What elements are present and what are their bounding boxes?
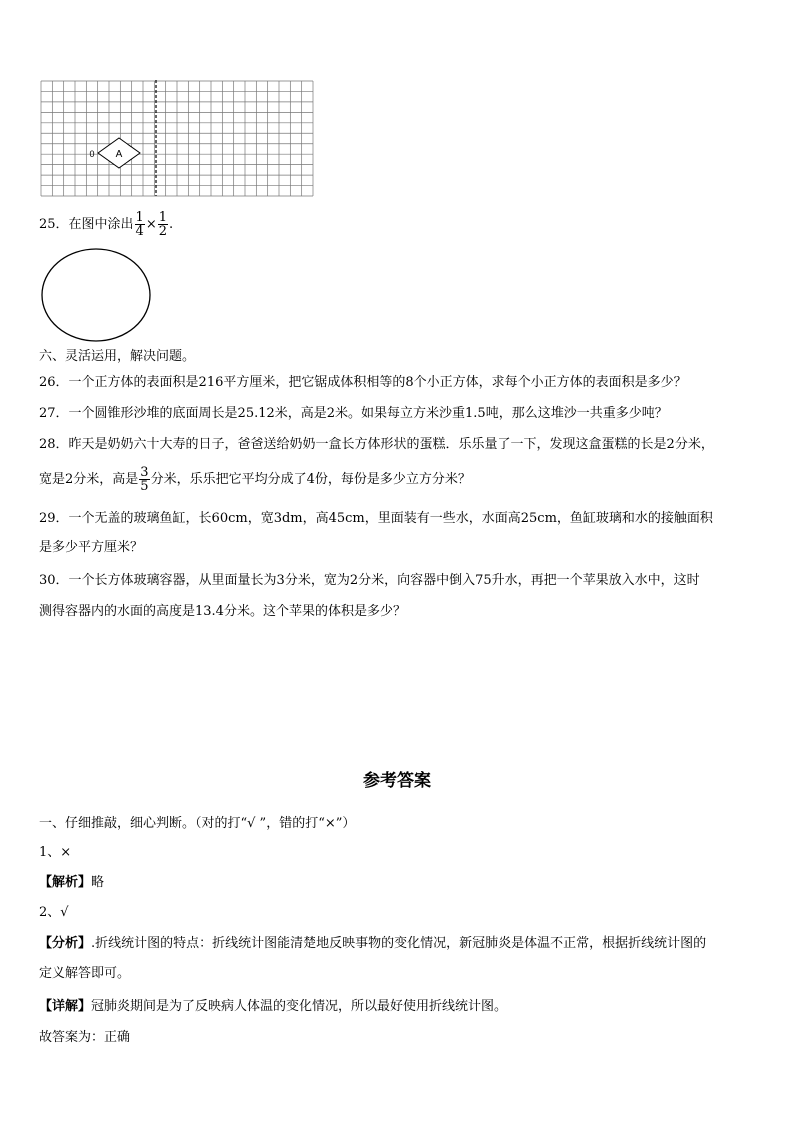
answer-1: 1、× (39, 845, 72, 860)
q25-times: × (145, 217, 157, 232)
q28-fraction (139, 466, 149, 493)
q25-suffix: . (169, 217, 174, 232)
analysis-tag: 【解析】 (39, 875, 92, 890)
question-28-line-2 (39, 466, 471, 493)
q28-frac-numerator: 3 (140, 465, 149, 480)
question-29-line-2: 是多少平方厘米？ (39, 540, 144, 555)
question-27: 27．一个圆锥形沙堆的底面周长是25.12米，高是2米。如果每立方米沙重1.5吨，那么这堆沙一共重多少吨？ (39, 406, 668, 421)
question-28-line-1: 28．昨天是奶奶六十大寿的日子，爸爸送给奶奶一盒长方体形状的蛋糕．乐乐量了一下，发现这盒蛋糕的长是2分米， (39, 437, 714, 452)
answers-title: 参考答案 (363, 771, 431, 791)
answer-2: 2、√ (39, 905, 69, 920)
detail-tag: 【详解】 (39, 999, 92, 1014)
analysis-text: 略 (91, 875, 105, 890)
q25-fraction-2 (158, 211, 168, 238)
q25-frac2-denominator: 2 (158, 224, 168, 239)
answer-2-detail (39, 999, 507, 1015)
circle-shape (42, 249, 150, 341)
answer-2-analysis-line-1 (39, 936, 706, 952)
q28-frac-denominator: 5 (140, 479, 149, 494)
question-25 (39, 211, 173, 238)
detail-text: 冠肺炎期间是为了反映病人体温的变化情况，所以最好使用折线统计图。 (91, 999, 508, 1014)
grid-figure (40, 80, 314, 197)
answer-1-analysis (39, 875, 104, 891)
q25-frac2-numerator: 1 (158, 210, 168, 225)
shape-a-label: A (115, 149, 123, 160)
question-30-line-1: 30．一个长方体玻璃容器，从里面量长为3分米，宽为2分米，向容器中倒入75升水，再把一个苹果放入水中，这时 (39, 573, 700, 588)
answers-section-1: 一、仔细推敲，细心判断。（对的打“√ ”，错的打“×”） (39, 816, 356, 831)
origin-label: 0 (89, 149, 95, 159)
question-26: 26．一个正方体的表面积是216平方厘米，把它锯成体积相等的8个小正方体，求每个小正方体的表面积是多少？ (39, 375, 687, 390)
answer-2-analysis-line-2: 定义解答即可。 (39, 966, 131, 981)
q28-line2-prefix: 宽是2分米，高是 (39, 472, 139, 487)
grid-lines (41, 81, 313, 196)
q25-fraction-1 (135, 211, 145, 238)
question-29-line-1: 29．一个无盖的玻璃鱼缸，长60cm，宽3dm，高45cm，里面装有一些水，水面高25cm，鱼缸玻璃和水的接触面积 (39, 511, 713, 526)
circle-figure (40, 246, 152, 344)
question-30-line-2: 测得容器内的水面的高度是13.4分米。这个苹果的体积是多少？ (39, 604, 406, 619)
q25-prefix: 25．在图中涂出 (39, 217, 134, 232)
analysis-text: .折线统计图的特点：折线统计图能清楚地反映事物的变化情况，新冠肺炎是体温不正常，根据折线统计图的 (91, 936, 707, 951)
q25-frac1-denominator: 4 (135, 224, 144, 239)
q28-line2-suffix: 分米，乐乐把它平均分成了4份，每份是多少立方分米？ (150, 472, 471, 487)
answer-2-final: 故答案为：正确 (39, 1030, 131, 1045)
q25-frac1-numerator: 1 (135, 210, 144, 225)
analysis-tag: 【分析】 (39, 936, 92, 951)
section-6-heading: 六、灵活运用，解决问题。 (39, 349, 196, 364)
